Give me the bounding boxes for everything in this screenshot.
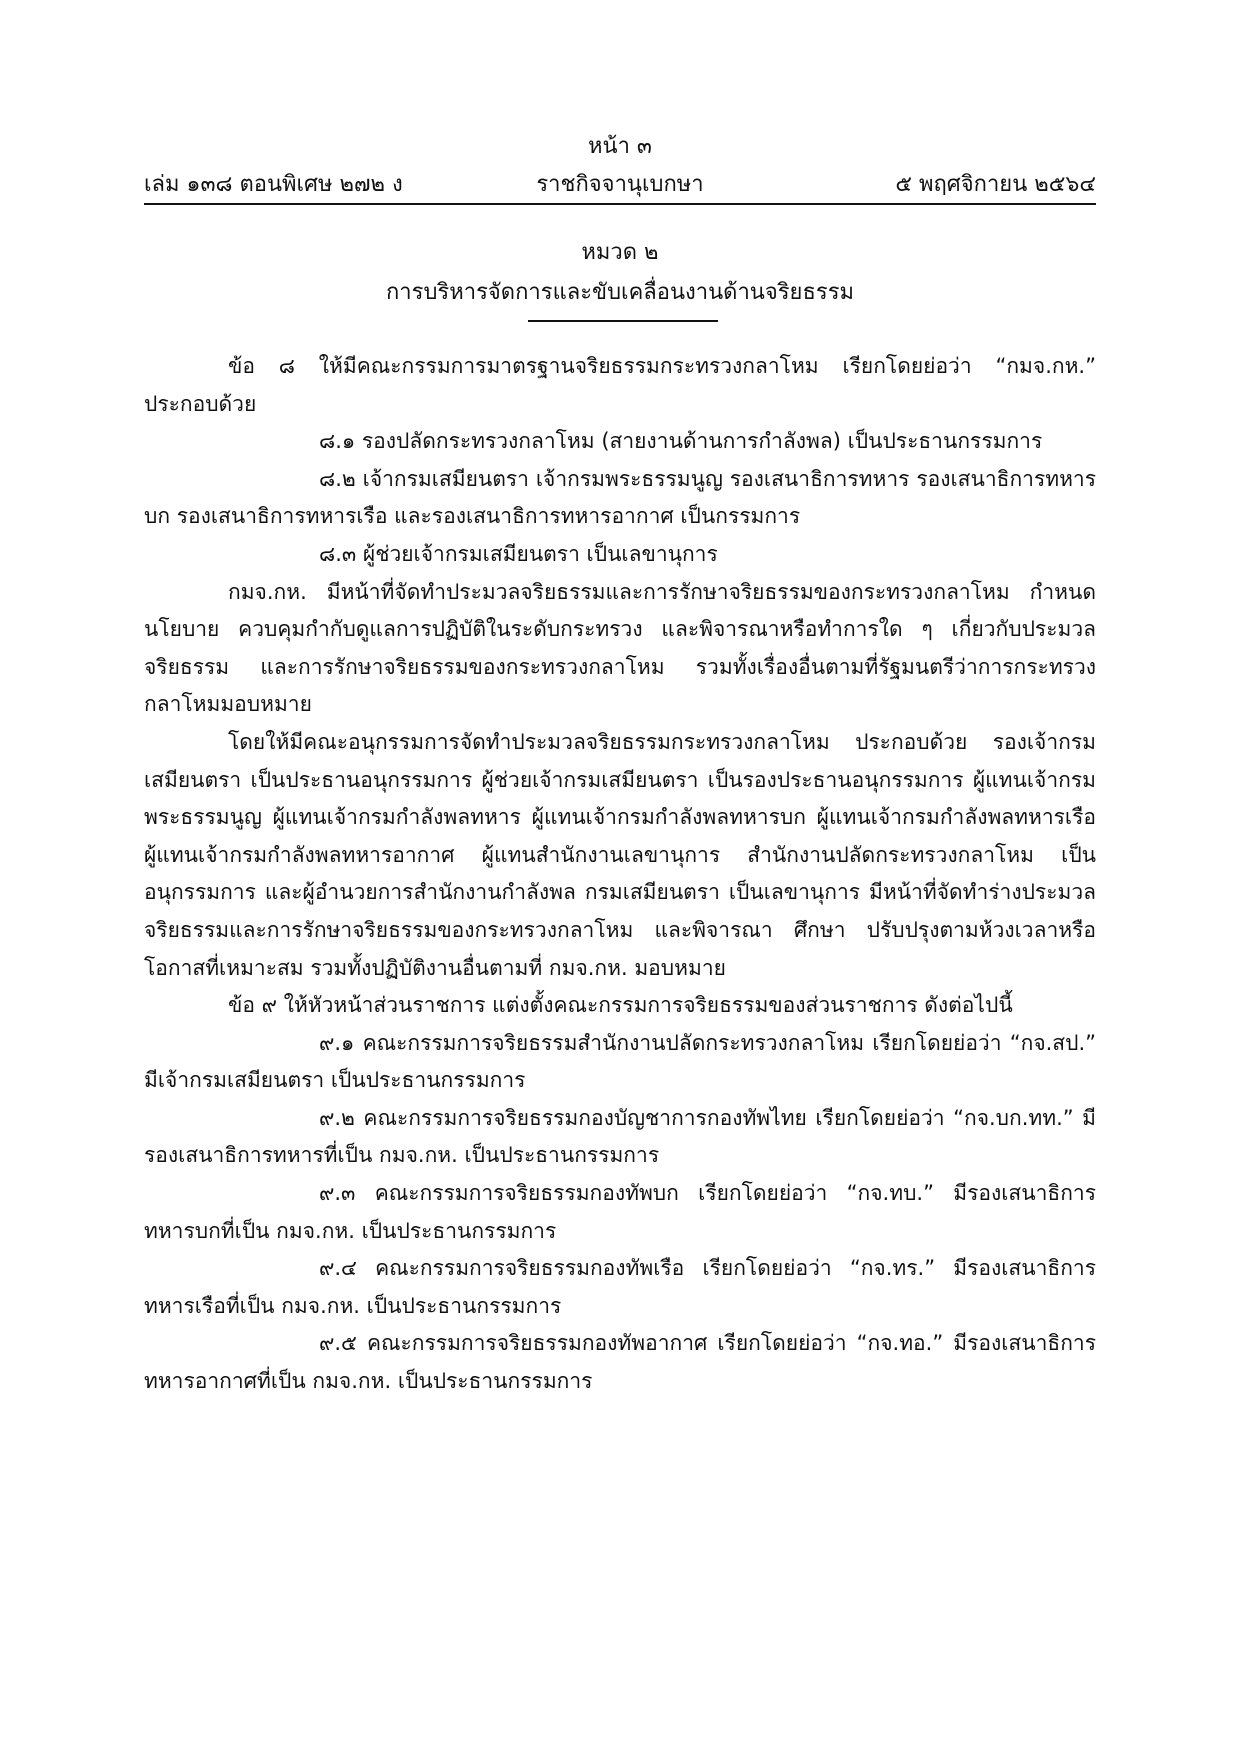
clause-9-1: ๙.๑ คณะกรรมการจริยธรรมสำนักงานปลัดกระทรวงกลาโหม เรียกโดยย่อว่า “กจ.สป.” มีเจ้ากรมเสมียนตรา เป็นประธานกรรมการ bbox=[144, 1030, 1096, 1093]
gazette-header bbox=[144, 166, 1096, 202]
chapter-title: การบริหารจัดการและขับเคลื่อนงานด้านจริยธรรม bbox=[385, 280, 855, 305]
chapter-number: หมวด ๒ bbox=[581, 240, 659, 265]
body-text bbox=[144, 348, 1096, 1401]
clause-8-1: ๘.๑ รองปลัดกระทรวงกลาโหม (สายงานด้านการกำลังพล) เป็นประธานกรรมการ bbox=[319, 429, 1043, 454]
clause-9: ข้อ ๙ ให้หัวหน้าส่วนราชการ แต่งตั้งคณะกรรมการจริยธรรมของส่วนราชการ ดังต่อไปนี้ bbox=[228, 993, 1013, 1018]
clause-9-3: ๙.๓ คณะกรรมการจริยธรรมกองทัพบก เรียกโดยย่อว่า “กจ.ทบ.” มีรองเสนาธิการทหารบกที่เป็น กมจ.กห. เป็นประธานกรรมการ bbox=[144, 1181, 1096, 1243]
clause-8: ข้อ ๘ ให้มีคณะกรรมการมาตรฐานจริยธรรมกระทรวงกลาโหม เรียกโดยย่อว่า “กมจ.กห.” ประกอบด้วย bbox=[144, 354, 1096, 416]
page-number: หน้า ๓ bbox=[588, 134, 652, 159]
clause-9-4: ๙.๔ คณะกรรมการจริยธรรมกองทัพเรือ เรียกโดยย่อว่า “กจ.ทร.” มีรองเสนาธิการทหารเรือที่เป็น กมจ.กห. เป็นประธานกรรมการ bbox=[144, 1256, 1096, 1318]
header-rule bbox=[144, 203, 1096, 205]
header-gazette-name: ราชกิจจานุเบกษา bbox=[536, 172, 704, 197]
header-date: ๕ พฤศจิกายน ๒๕๖๔ bbox=[895, 172, 1096, 197]
clause-9-2: ๙.๒ คณะกรรมการจริยธรรมกองบัญชาการกองทัพไทย เรียกโดยย่อว่า “กจ.บก.ทท.” มีรองเสนาธิการทหารที่เป็น กมจ.กห. เป็นประธานกรรมการ bbox=[144, 1105, 1096, 1168]
header-volume-issue: เล่ม ๑๓๘ ตอนพิเศษ ๒๗๒ ง bbox=[144, 172, 403, 197]
committee-duties-paragraph: กมจ.กห. มีหน้าที่จัดทำประมวลจริยธรรมและการรักษาจริยธรรมของกระทรวงกลาโหม กำหนดนโยบาย ควบคุมกำกับดูแลการปฏิบัติในระดับกระทรวง และพิจารณาหรือทำการใด ๆ เกี่ยวกับประมวลจริยธรรม และการรักษาจริยธรรมของกระทรวงกลาโหม รวมทั้งเรื่องอื่นตามที่รัฐมนตรีว่าการกระทรวงกลาโหมมอบหมาย bbox=[144, 579, 1096, 717]
subcommittee-paragraph: โดยให้มีคณะอนุกรรมการจัดทำประมวลจริยธรรมกระทรวงกลาโหม ประกอบด้วย รองเจ้ากรมเสมียนตรา เป็นประธานอนุกรรมการ ผู้ช่วยเจ้ากรมเสมียนตรา เป็นรองประธานอนุกรรมการ ผู้แทนเจ้ากรมพระธรรมนูญ ผู้แทนเจ้ากรมกำลังพลทหาร ผู้แทนเจ้ากรมกำลังพลทหารบก ผู้แทนเจ้ากรมกำลังพลทหารเรือ ผู้แทนเจ้ากรมกำลังพลทหารอากาศ ผู้แทนสำนักงานเลขานุการ สำนักงานปลัดกระทรวงกลาโหม เป็นอนุกรรมการ และผู้อำนวยการสำนักงานกำลังพล กรมเสมียนตรา เป็นเลขานุการ มีหน้าที่จัดทำร่างประมวลจริยธรรมและการรักษาจริยธรรมของกระทรวงกลาโหม และพิจารณา ศึกษา ปรับปรุงตามห้วงเวลาหรือโอกาสที่เหมาะสม รวมทั้งปฏิบัติงานอื่นตามที่ กมจ.กห. มอบหมาย bbox=[144, 729, 1096, 980]
clause-9-5: ๙.๕ คณะกรรมการจริยธรรมกองทัพอากาศ เรียกโดยย่อว่า “กจ.ทอ.” มีรองเสนาธิการทหารอากาศที่เป็น กมจ.กห. เป็นประธานกรรมการ bbox=[144, 1331, 1096, 1394]
clause-8-2: ๘.๒ เจ้ากรมเสมียนตรา เจ้ากรมพระธรรมนูญ รองเสนาธิการทหาร รองเสนาธิการทหารบก รองเสนาธิการทหารเรือ และรองเสนาธิการทหารอากาศ เป็นกรรมการ bbox=[144, 466, 1096, 529]
title-underline bbox=[528, 320, 718, 322]
clause-8-3: ๘.๓ ผู้ช่วยเจ้ากรมเสมียนตรา เป็นเลขานุการ bbox=[319, 541, 718, 566]
